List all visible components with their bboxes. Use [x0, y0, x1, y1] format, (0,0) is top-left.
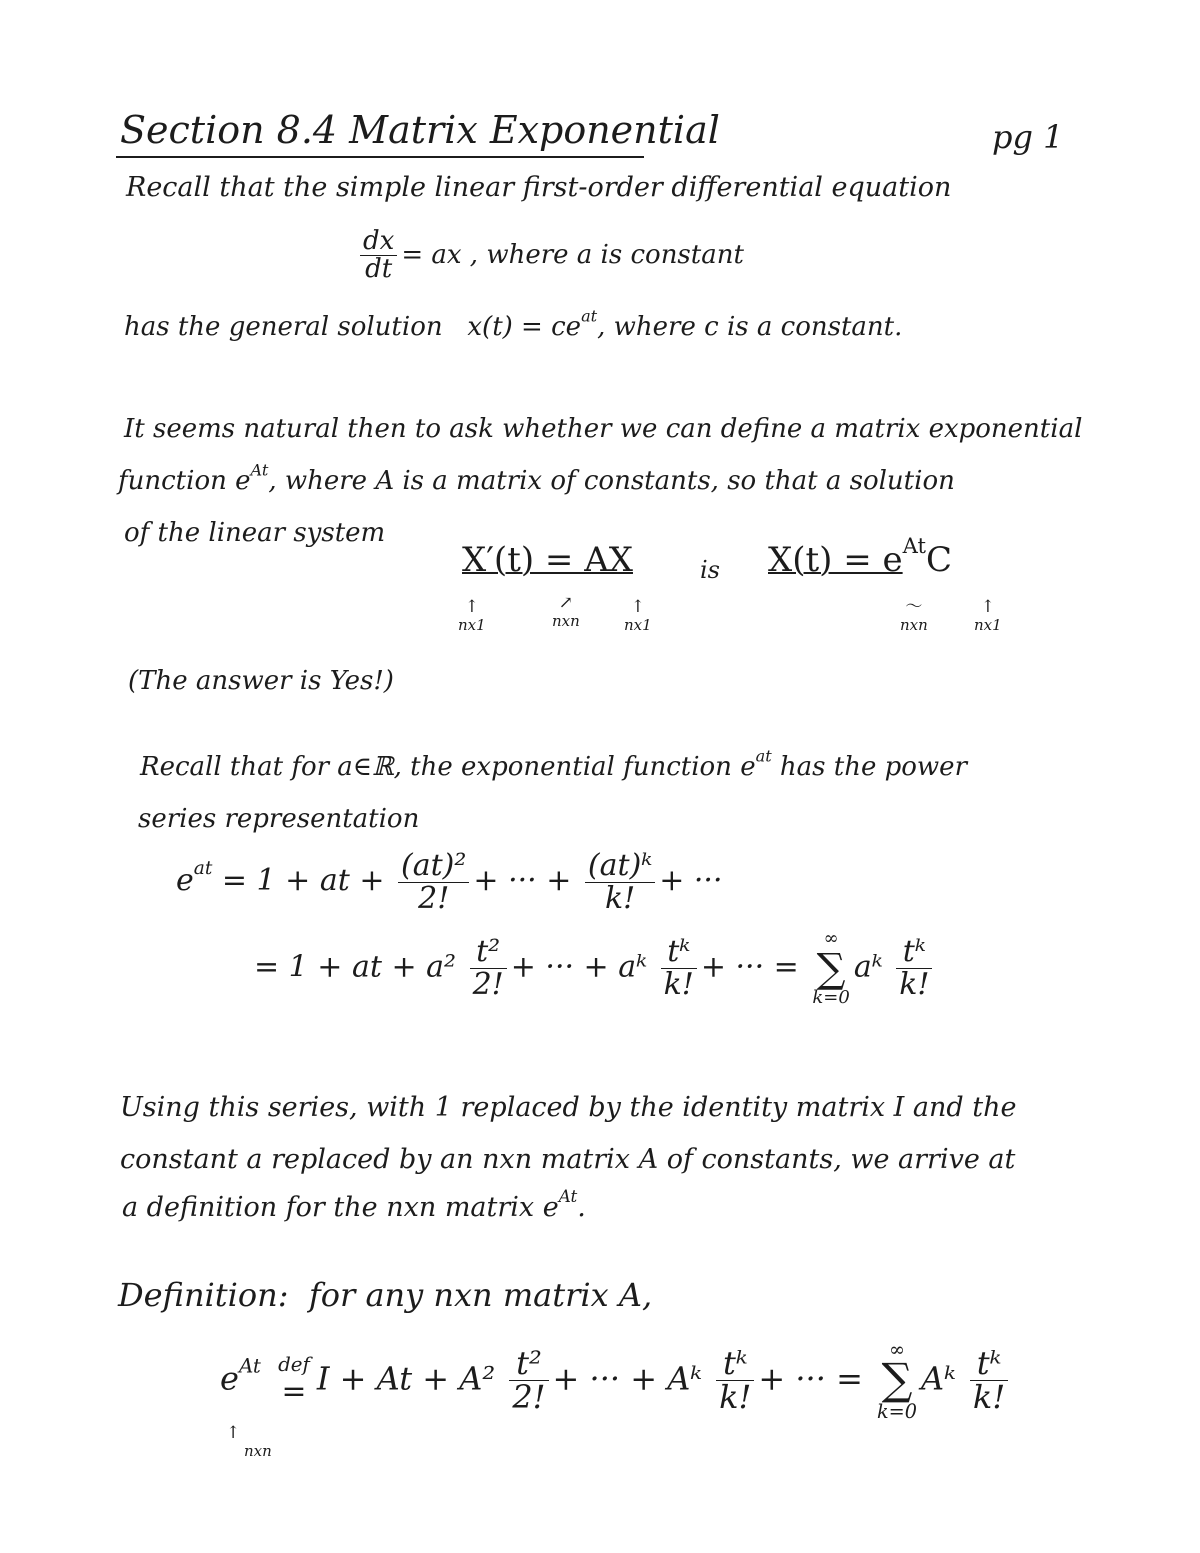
page-title: Section 8.4 Matrix Exponential: [120, 108, 720, 152]
page-number: pg 1: [992, 118, 1064, 156]
series-frac-5: $\frac{\text{tᵏ}}{k!}$: [896, 936, 932, 1000]
series-row-1: $e^{at} = 1$ + at + $\frac{\text{(at)²}}{2!}$ + ··· + $\frac{\text{(at)ᵏ}}{k!}$ + ···: [176, 848, 723, 916]
dim-label-c: ↑ nx1: [974, 597, 1002, 634]
def-dim-label: ↑ nxn: [226, 1423, 272, 1460]
def-equals-mark: def =: [278, 1352, 310, 1409]
dim-label-eat: 〜 nxn: [900, 597, 928, 634]
using-line-3: a definition for the nxn matrix $e^{At}$.: [122, 1185, 586, 1223]
definition-equation: $e^{At}$ def = I + At + A² $\frac{\text{t²}}{2!}$ + ··· + Aᵏ $\frac{\text{tᵏ}}{k!}$ + ··· = ∞ ∑ k=0 Aᵏ $\frac{\text{tᵏ}}{k!}$: [220, 1340, 1012, 1422]
series-line-2: series representation: [138, 804, 420, 834]
question-line-1: It seems natural then to ask whether we can define a matrix exponential: [124, 414, 1083, 444]
linear-system-equation: X′(t) = AX: [462, 540, 633, 580]
series-summation: ∞ ∑ k=0: [812, 928, 850, 1008]
question-line-2: function $e^{At}$, where A is a matrix of constants, so that a solution: [118, 460, 955, 496]
definition-heading: Definition: for any nxn matrix A,: [118, 1276, 653, 1314]
dim-label-a: ↗ nxn: [552, 593, 580, 630]
intro-equation: $\frac{dx}{dt}$ = ax , where a is constant: [356, 228, 744, 284]
dim-label-x: ↑ nx1: [624, 597, 652, 634]
using-line-2: constant a replaced by an nxn matrix A of constants, we arrive at: [120, 1144, 1016, 1175]
dim-label-x-prime: ↑ nx1: [458, 597, 486, 634]
intro-line-1: Recall that the simple linear first-order differential equation: [126, 172, 952, 203]
dx-dt-fraction: $\frac{dx}{dt}$: [360, 228, 397, 284]
question-line-3: of the linear system: [124, 518, 386, 548]
linear-system-solution: $X(t) = e^{At}C$: [768, 533, 952, 580]
series-frac-4: $\frac{\text{tᵏ}}{k!}$: [661, 936, 697, 1000]
series-line-1: Recall that for a∈ℝ, the exponential function $e^{at}$ has the power: [140, 746, 968, 782]
using-line-1: Using this series, with 1 replaced by the identity matrix I and the: [120, 1092, 1017, 1123]
series-row-2: = 1 + at + a² $\frac{\text{t²}}{2!}$ + ··· + aᵏ $\frac{\text{tᵏ}}{k!}$ + ··· = ∞ ∑ k=0 aᵏ $\frac{\text{tᵏ}}{k!}$: [254, 930, 936, 1007]
def-summation: ∞ ∑ k=0: [877, 1338, 917, 1424]
series-frac-3: $\frac{\text{t²}}{2!}$: [470, 936, 507, 1000]
def-frac-1: $\frac{\text{t²}}{2!}$: [509, 1347, 548, 1415]
intro-line-2: has the general solution $x(t) = ce^{at}$, where c is a constant.: [124, 306, 903, 342]
series-frac-2: $\frac{\text{(at)ᵏ}}{k!}$: [585, 850, 655, 914]
series-frac-1: $\frac{\text{(at)²}}{2!}$: [398, 850, 469, 914]
def-frac-2: $\frac{\text{tᵏ}}{k!}$: [716, 1347, 754, 1415]
answer-text: (The answer is Yes!): [128, 666, 394, 696]
def-frac-3: $\frac{\text{tᵏ}}{k!}$: [970, 1347, 1008, 1415]
title-underline: [116, 156, 644, 158]
linear-system-is: is: [700, 556, 720, 584]
